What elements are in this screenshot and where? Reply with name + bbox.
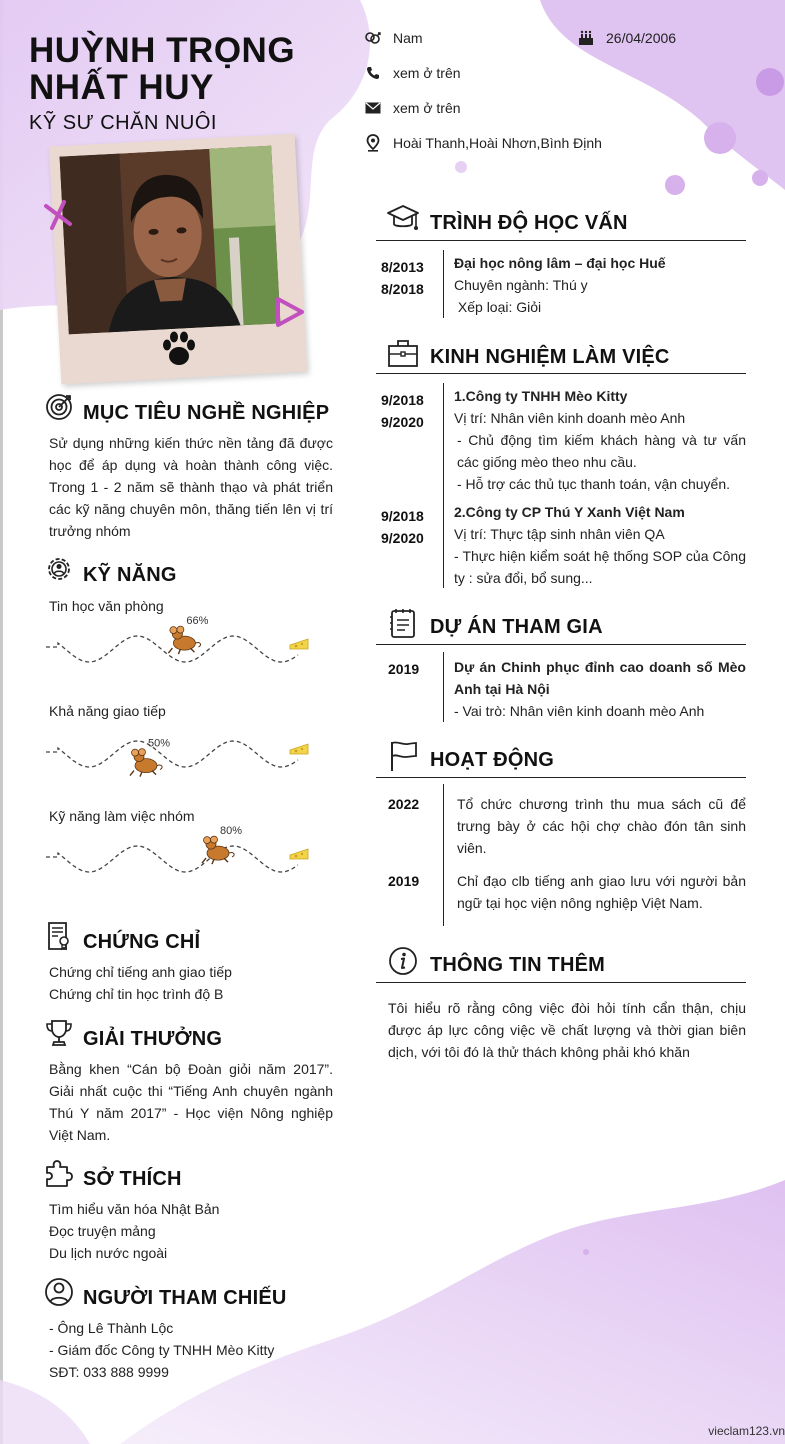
awards-text: Bằng khen “Cán bộ Đoàn giỏi năm 2017”. Giải nhất cuộc thi “Tiếng Anh chuyên ngành Thú Y năm 2017” - Học viện Nông nghiệp Việt Nam. xyxy=(49,1061,333,1143)
user-circle-icon xyxy=(44,1277,74,1307)
duty-line: - Hỗ trợ các thủ tục thanh toán, vận chuyển. xyxy=(457,476,730,492)
awards-header xyxy=(44,1018,222,1048)
contact-birthday xyxy=(577,29,676,47)
skill-wave-path xyxy=(46,846,298,872)
skills-header xyxy=(44,554,177,584)
gender-icon xyxy=(364,29,382,47)
date-end: 9/2020 xyxy=(381,414,424,430)
duty-line: - Chủ động tìm kiếm khách hàng và tư vấn các giống mèo theo nhu cầu. xyxy=(457,432,746,470)
hobby-item: Đọc truyện mảng xyxy=(49,1223,156,1239)
education-title: TRÌNH ĐỘ HỌC VẤN xyxy=(430,211,628,234)
document-list-icon xyxy=(385,608,421,638)
education-timeline xyxy=(443,250,444,318)
date-start: 9/2018 xyxy=(381,508,424,524)
additional-header xyxy=(385,946,605,976)
location-pin-icon xyxy=(364,134,382,152)
date-start: 9/2018 xyxy=(381,392,424,408)
flag-icon xyxy=(385,741,421,771)
objective-header xyxy=(44,392,329,422)
certificates-header xyxy=(44,921,200,951)
school-name: Đại học nông lâm – đại học Huế xyxy=(454,255,666,271)
rank: Xếp loại: Giỏi xyxy=(454,299,542,315)
skills-title: KỸ NĂNG xyxy=(83,563,177,586)
hobby-item: Tìm hiểu văn hóa Nhật Bản xyxy=(49,1201,220,1217)
projects-header xyxy=(385,608,603,638)
info-icon xyxy=(385,946,421,976)
skill-label: Khả năng giao tiếp xyxy=(49,703,166,719)
mouse-marker-icon xyxy=(130,749,162,777)
additional-title: THÔNG TIN THÊM xyxy=(430,953,606,976)
position: Vị trí: Thực tập sinh nhân viên QA xyxy=(454,526,665,542)
projects-rule xyxy=(376,644,746,645)
activities-header xyxy=(385,741,554,771)
phone-icon xyxy=(364,64,382,82)
paw-icon xyxy=(159,330,199,368)
mouse-marker-icon xyxy=(168,626,200,654)
company-name: 2.Công ty CP Thú Y Xanh Việt Nam xyxy=(454,504,685,520)
experience-header xyxy=(385,338,670,368)
skill-label: Tin học văn phòng xyxy=(49,598,164,614)
major: Chuyên ngành: Thú y xyxy=(454,277,588,293)
job-title: KỸ SƯ CHĂN NUÔI xyxy=(29,112,217,134)
hobbies-header xyxy=(44,1158,182,1188)
objective-title: MỤC TIÊU NGHỀ NGHIỆP xyxy=(83,401,330,424)
projects-title: DỰ ÁN THAM GIA xyxy=(430,615,603,638)
skill-wave-path xyxy=(46,741,298,767)
reference-line: - Ông Lê Thành Lộc xyxy=(49,1320,174,1336)
birthday-value: 26/04/2006 xyxy=(606,30,677,46)
activities-title: HOẠT ĐỘNG xyxy=(430,748,555,771)
experience-entry-2 xyxy=(454,501,746,589)
references-title: NGƯỜI THAM CHIẾU xyxy=(83,1286,287,1309)
activity-text: Chỉ đạo clb tiếng anh giao lưu với người bản ngữ tại học viện nông nghiệp Việt Nam. xyxy=(457,873,746,911)
activity-text: Tổ chức chương trình thu mua sách cũ để trưng bày ở các hội chợ chào đón tân sinh viên. xyxy=(457,796,746,856)
reference-line: - Giám đốc Công ty TNHH Mèo Kitty xyxy=(49,1342,275,1358)
certificate-item: Chứng chỉ tiếng anh giao tiếp xyxy=(49,964,232,980)
mouse-marker-icon xyxy=(202,836,234,864)
address-value: Hoài Thanh,Hoài Nhơn,Bình Định xyxy=(393,135,602,151)
briefcase-icon xyxy=(385,338,421,368)
hobbies-title: SỞ THÍCH xyxy=(83,1167,182,1190)
certificates-list xyxy=(49,961,333,1005)
profile-photo xyxy=(59,146,280,335)
education-rule xyxy=(376,240,746,241)
company-name: 1.Công ty TNHH Mèo Kitty xyxy=(454,388,628,404)
project-name: Dự án Chinh phục đỉnh cao doanh số Mèo Anh tại Hà Nội xyxy=(454,659,746,697)
contact-email xyxy=(364,99,461,117)
skill-percent-label: 80% xyxy=(220,825,243,838)
experience-title: KINH NGHIỆM LÀM VIỆC xyxy=(430,345,670,368)
education-entry xyxy=(454,252,746,318)
cheese-icon xyxy=(290,744,308,754)
education-dates xyxy=(381,256,424,300)
decor-triangle-icon xyxy=(272,295,306,329)
projects-timeline xyxy=(443,652,444,722)
reference-line: SĐT: 033 888 9999 xyxy=(49,1364,169,1380)
phone-value: xem ở trên xyxy=(393,65,461,81)
experience-rule xyxy=(376,373,746,374)
date-start: 8/2013 xyxy=(381,259,424,275)
decor-cross-icon xyxy=(40,198,76,232)
date-end: 9/2020 xyxy=(381,530,424,546)
cake-icon xyxy=(577,29,595,47)
experience-dates-2 xyxy=(381,505,424,549)
project-role: - Vai trò: Nhân viên kinh doanh mèo Anh xyxy=(454,703,705,719)
graduation-cap-icon xyxy=(385,204,421,234)
objective-text: Sử dụng những kiến thức nền tảng đã được học để áp dụng và hoàn thành công việc. Trong 1 - 2 năm sẽ thành thạo và phát triển các kỹ năng chuyên môn, thăng tiến lên vị trí trưởng nhóm xyxy=(49,435,333,539)
activities-rule xyxy=(376,777,746,778)
cheese-icon xyxy=(290,639,308,649)
skill-progress-track xyxy=(40,708,320,788)
certificates-title: CHỨNG CHỈ xyxy=(83,930,201,953)
experience-timeline xyxy=(443,383,444,588)
experience-dates-1 xyxy=(381,389,424,433)
awards-title: GIẢI THƯỞNG xyxy=(83,1027,223,1050)
trophy-icon xyxy=(44,1018,74,1048)
hobby-item: Du lịch nước ngoài xyxy=(49,1245,168,1261)
experience-entry-1 xyxy=(454,385,746,495)
activities-timeline xyxy=(443,784,444,926)
references-list xyxy=(49,1317,333,1383)
skill-progress-track xyxy=(40,813,320,893)
target-icon xyxy=(44,392,74,422)
project-year: 2019 xyxy=(388,661,420,677)
position: Vị trí: Nhân viên kinh doanh mèo Anh xyxy=(454,410,686,426)
puzzle-icon xyxy=(44,1158,74,1188)
skill-progress-track xyxy=(40,603,320,683)
candidate-name: HUỲNH TRỌNG NHẤT HUY xyxy=(29,31,296,107)
education-header xyxy=(385,204,628,234)
project-entry xyxy=(454,656,746,722)
skill-label: Kỹ năng làm việc nhóm xyxy=(49,808,195,824)
additional-rule xyxy=(376,982,746,983)
additional-text: Tôi hiểu rõ rằng công việc đòi hỏi tính cẩn thận, chịu được áp lực công việc về chất lượng và thời gian biên dịch, với tôi đó là thử thách không phải khó khăn xyxy=(388,1000,746,1060)
skill-percent-label: 66% xyxy=(186,615,209,628)
certificate-icon xyxy=(44,921,74,951)
activity-year: 2019 xyxy=(388,873,420,889)
footer-brand: vieclam123.vn xyxy=(708,1424,785,1438)
contact-gender xyxy=(364,29,423,47)
contact-address xyxy=(364,134,602,152)
hobbies-list xyxy=(49,1198,333,1264)
gender-value: Nam xyxy=(393,30,423,46)
activity-year: 2022 xyxy=(388,796,420,812)
date-end: 8/2018 xyxy=(381,281,424,297)
contact-phone xyxy=(364,64,461,82)
mail-icon xyxy=(364,99,382,117)
email-value: xem ở trên xyxy=(393,100,461,116)
certificate-item: Chứng chỉ tin học trình độ B xyxy=(49,986,224,1002)
references-header xyxy=(44,1277,287,1307)
cheese-icon xyxy=(290,849,308,859)
skill-percent-label: 50% xyxy=(148,737,171,750)
duty-line: - Thực hiện kiểm soát hệ thống SOP của Công ty : sửa đổi, bổ sung... xyxy=(454,548,746,586)
gear-person-icon xyxy=(44,554,74,584)
